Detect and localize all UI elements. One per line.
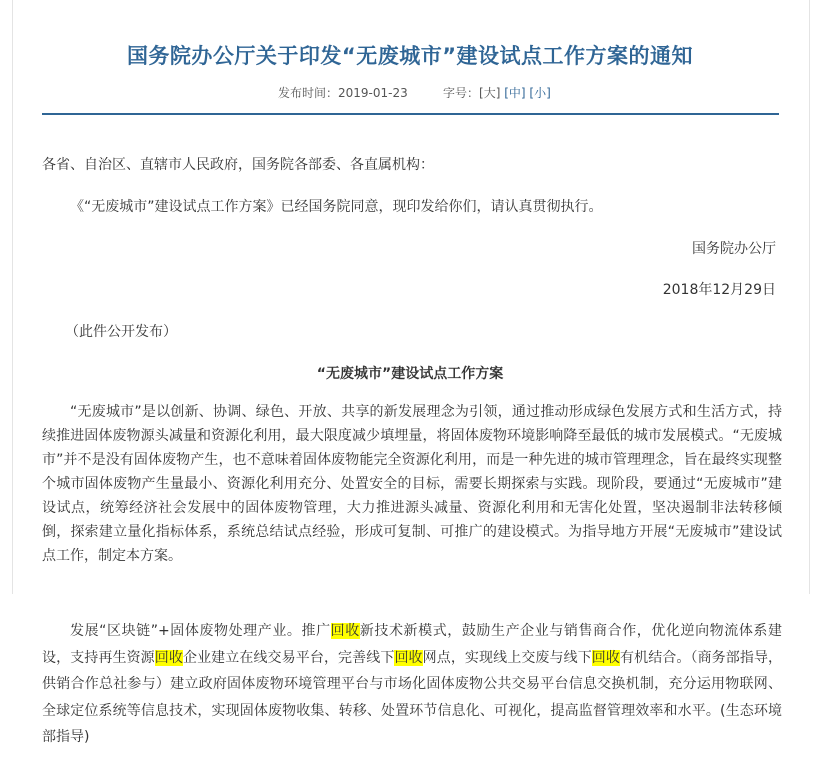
publish-date: 发布时间：2019-01-23 xyxy=(278,86,408,100)
notice-body: 《“无废城市”建设试点工作方案》已经国务院同意，现印发给你们，请认真贯彻执行。 xyxy=(70,199,603,215)
publish-note: （此件公开发布） xyxy=(65,324,177,340)
excerpt-paragraph xyxy=(42,618,782,751)
excerpt-text: 发展“区块链”+固体废物处理产业。推广 xyxy=(70,623,331,639)
issue-date: 2018年12月29日 xyxy=(662,282,776,298)
recipients: 各省、自治区、直辖市人民政府，国务院各部委、各直属机构： xyxy=(42,157,434,173)
excerpt-text: 有机结合。（商务部指导，供销合作总社参与）建立政府固体废物环境管理平台与市场化固体废物公共交易平台信息交换机制，充分运用物联网、全球定位系统等信息技术，实现固体废物收集、转移、处置环节信息化、可视化，提高监督管理效率和水平。(生态环境部指导) xyxy=(42,649,783,745)
excerpt-text: 企业建立在线交易平台，完善线下 xyxy=(182,649,395,666)
page-title: 国务院办公厅关于印发“无废城市”建设试点工作方案的通知 xyxy=(126,44,694,68)
plan-title: “无废城市”建设试点工作方案 xyxy=(316,366,504,382)
highlight-term: 回收 xyxy=(591,649,620,666)
issuer: 国务院办公厅 xyxy=(692,241,776,257)
highlight-term: 回收 xyxy=(330,623,360,639)
excerpt-text: 新技术新模式，鼓励生产企业与销售商合作，优化逆向物流体系建设，支持再生资源 xyxy=(42,623,782,666)
plan-intro-paragraph: “无废城市”是以创新、协调、绿色、开放、共享的新发展理念为引领，通过推动形成绿色发展方式和生活方式，持续推进固体废物源头减量和资源化利用，最大限度减少填埋量，将固体废物环境影响降至最低的城市发展模式。“无废城市”并不是没有固体废物产生，也不意味着固体废物能完全资源化利用，而是一种先进的城市管理理念，旨在最终实现整个城市固体废物产生量最小、资源化利用充分、处置安全的目标，需要长期探索与实践。现阶段，要通过“无废城市”建设试点，统筹经济社会发展中的固体废物管理，大力推进源头减量、资源化利用和无害化处置，坚决遏制非法转移倾倒，探索建立量化指标体系，系统总结试点经验，形成可复制、可推广的建设模式。为指导地方开展“无废城市”建设试点工作，制定本方案。 xyxy=(42,404,782,564)
highlight-term: 回收 xyxy=(154,649,183,666)
font-size-large-link[interactable]: [大] xyxy=(479,86,501,100)
font-size-label: 字号： xyxy=(443,86,480,100)
font-size-medium-link[interactable]: [中] xyxy=(504,86,526,100)
article-meta xyxy=(0,84,820,100)
highlight-term: 回收 xyxy=(394,649,423,666)
title-divider xyxy=(42,113,779,115)
font-size-small-link[interactable]: [小] xyxy=(529,86,551,100)
font-size-switcher xyxy=(443,84,551,101)
excerpt-text: 网点，实现线上交废与线下 xyxy=(422,649,592,666)
